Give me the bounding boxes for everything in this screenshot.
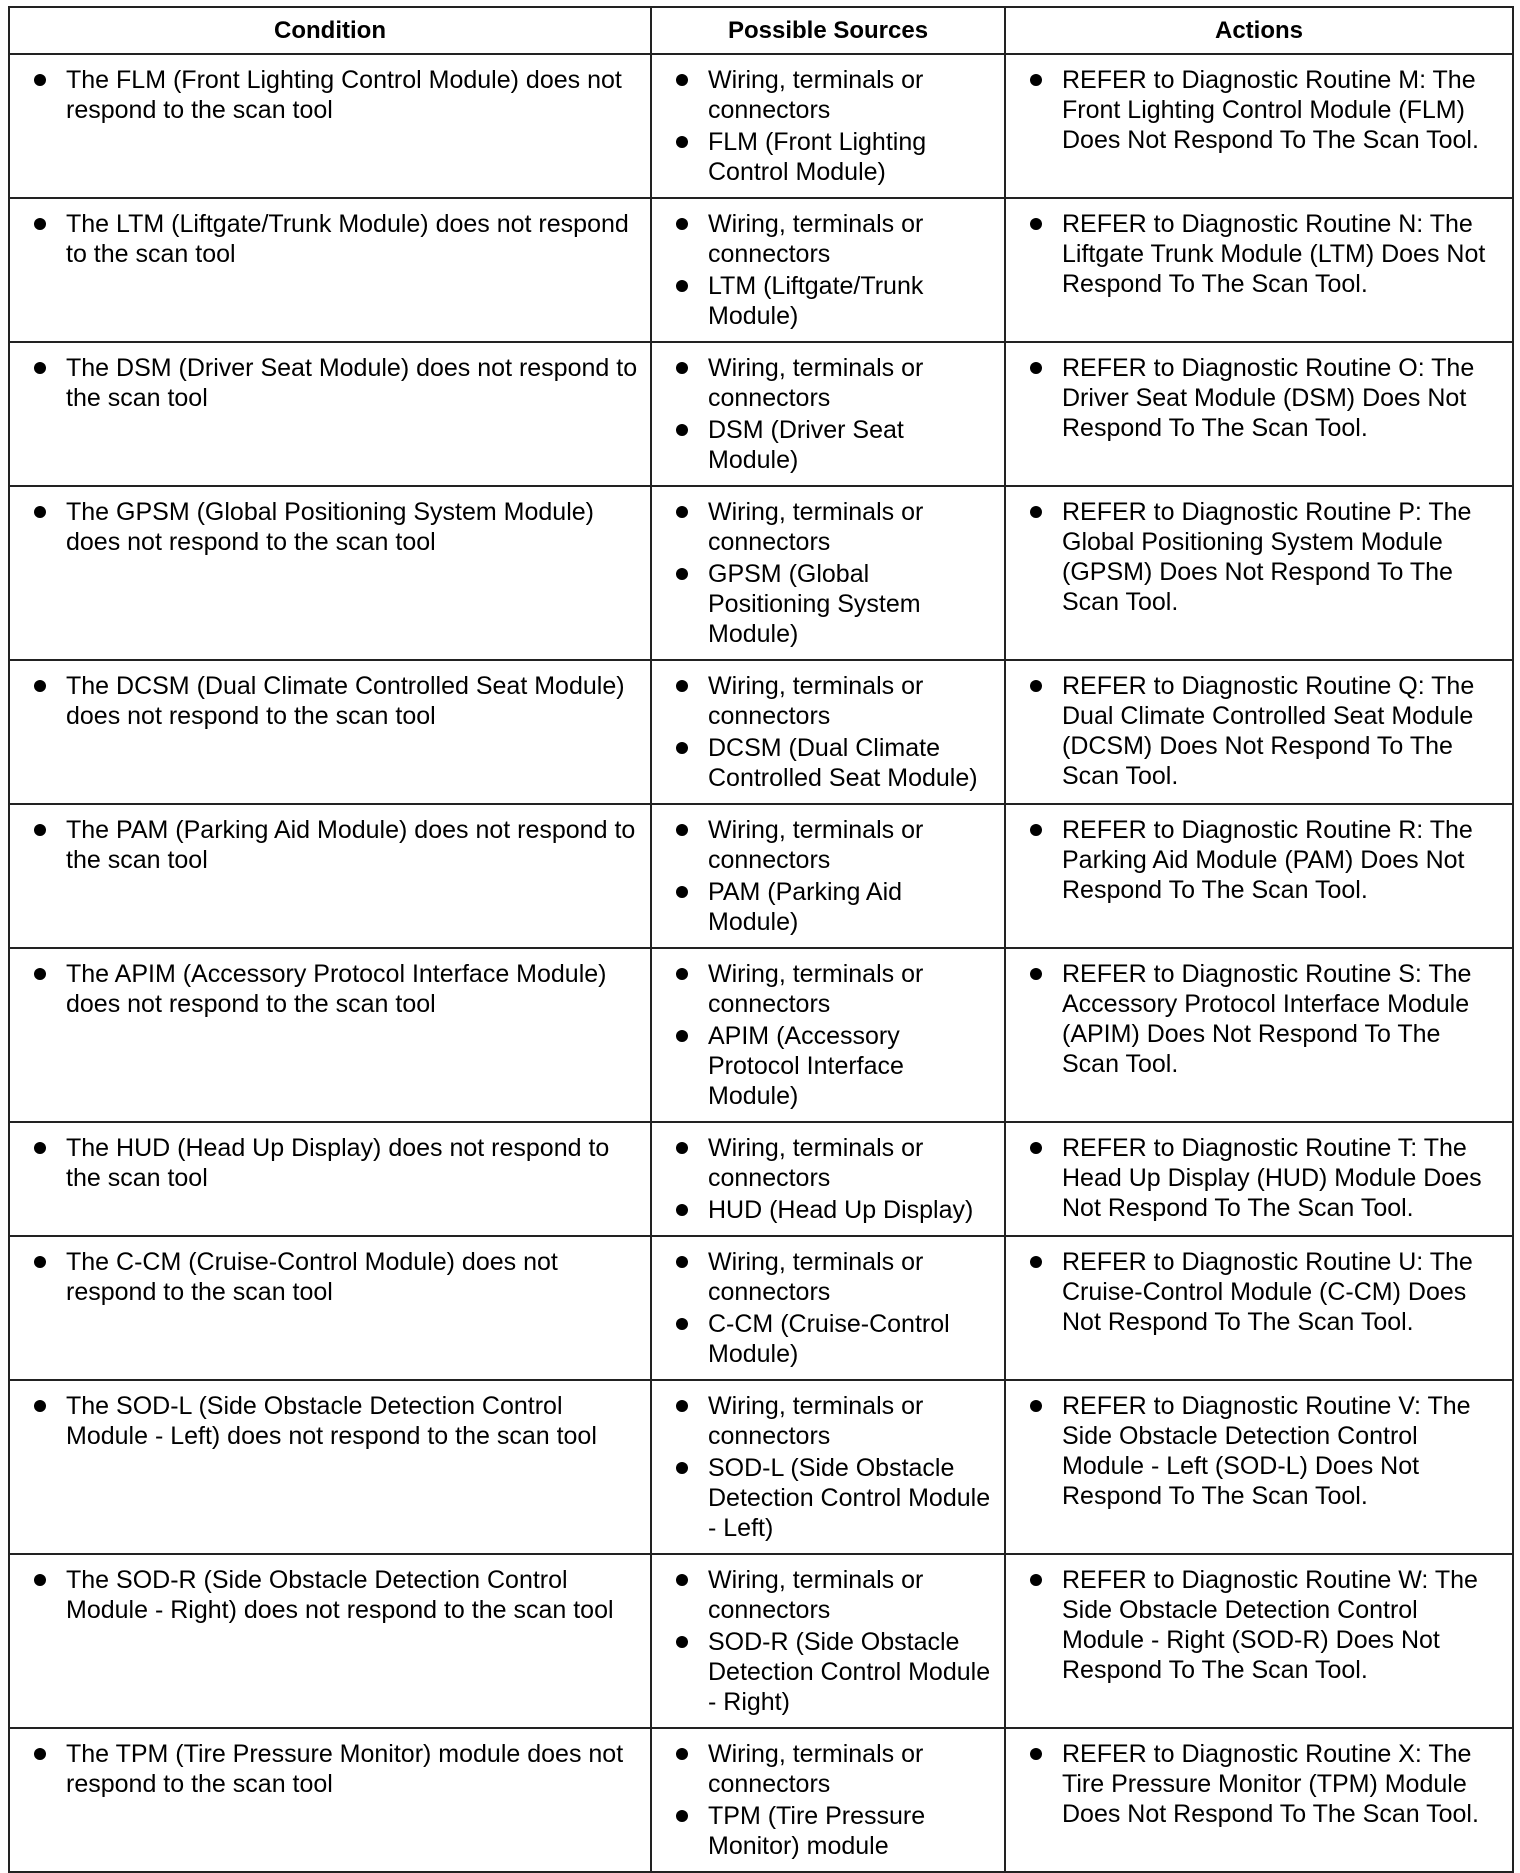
source-item-text: DSM (Driver Seat Module): [708, 416, 904, 474]
condition-item: [32, 1247, 638, 1307]
source-item: [674, 815, 992, 875]
bullet-icon: [674, 559, 708, 589]
source-item: [674, 1247, 992, 1307]
action-cell: [1005, 1236, 1513, 1380]
action-cell: [1005, 342, 1513, 486]
source-item: [674, 1627, 992, 1717]
action-item-text: REFER to Diagnostic Routine R: The Parking Aid Module (PAM) Does Not Respond To The Scan Tool.: [1062, 816, 1473, 904]
source-item-text: LTM (Liftgate/Trunk Module): [708, 272, 924, 330]
possible-sources-cell: [651, 342, 1005, 486]
table-row: [9, 198, 1513, 342]
bullet-icon: [674, 497, 708, 527]
header-possible-sources: Possible Sources: [651, 7, 1005, 54]
source-item-text: Wiring, terminals or connectors: [708, 210, 924, 268]
diagnostic-table: [8, 6, 1514, 1873]
action-item-text: REFER to Diagnostic Routine P: The Global Positioning System Module (GPSM) Does Not Respond To The Scan Tool.: [1062, 498, 1472, 616]
source-item-text: Wiring, terminals or connectors: [708, 672, 924, 730]
condition-item-text: The C-CM (Cruise-Control Module) does not respond to the scan tool: [66, 1248, 558, 1306]
action-cell: [1005, 660, 1513, 804]
action-item-text: REFER to Diagnostic Routine T: The Head Up Display (HUD) Module Does Not Respond To The Scan Tool.: [1062, 1134, 1482, 1222]
source-item: [674, 415, 992, 475]
action-item-text: REFER to Diagnostic Routine U: The Cruise-Control Module (C-CM) Does Not Respond To The Scan Tool.: [1062, 1248, 1473, 1336]
condition-item-text: The APIM (Accessory Protocol Interface Module) does not respond to the scan tool: [66, 960, 607, 1018]
condition-item: [32, 353, 638, 413]
action-cell: [1005, 1554, 1513, 1728]
table-row: [9, 804, 1513, 948]
condition-cell: [9, 342, 651, 486]
source-item: [674, 1309, 992, 1369]
condition-item-text: The PAM (Parking Aid Module) does not respond to the scan tool: [66, 816, 636, 874]
bullet-icon: [674, 415, 708, 445]
action-item: [1028, 209, 1500, 299]
table-row: [9, 342, 1513, 486]
bullet-icon: [674, 209, 708, 239]
table-row: [9, 1122, 1513, 1236]
header-condition: Condition: [9, 7, 651, 54]
possible-sources-cell: [651, 660, 1005, 804]
source-item-text: TPM (Tire Pressure Monitor) module: [708, 1802, 926, 1860]
bullet-icon: [674, 65, 708, 95]
bullet-icon: [674, 1309, 708, 1339]
bullet-icon: [674, 1565, 708, 1595]
condition-item-text: The TPM (Tire Pressure Monitor) module does not respond to the scan tool: [66, 1740, 624, 1798]
action-item: [1028, 497, 1500, 617]
action-cell: [1005, 804, 1513, 948]
bullet-icon: [1028, 1391, 1062, 1421]
bullet-icon: [674, 1391, 708, 1421]
bullet-icon: [674, 1739, 708, 1769]
action-cell: [1005, 1380, 1513, 1554]
bullet-icon: [32, 959, 66, 989]
condition-item-text: The LTM (Liftgate/Trunk Module) does not respond to the scan tool: [66, 210, 629, 268]
source-item-text: Wiring, terminals or connectors: [708, 498, 924, 556]
action-cell: [1005, 486, 1513, 660]
source-item: [674, 1195, 992, 1225]
bullet-icon: [674, 127, 708, 157]
source-item-text: Wiring, terminals or connectors: [708, 354, 924, 412]
action-item: [1028, 1133, 1500, 1223]
condition-item: [32, 1739, 638, 1799]
condition-cell: [9, 804, 651, 948]
condition-item-text: The DCSM (Dual Climate Controlled Seat Module) does not respond to the scan tool: [66, 672, 625, 730]
condition-item: [32, 1391, 638, 1451]
bullet-icon: [674, 1021, 708, 1051]
source-item-text: FLM (Front Lighting Control Module): [708, 128, 927, 186]
action-item: [1028, 815, 1500, 905]
action-cell: [1005, 54, 1513, 198]
possible-sources-cell: [651, 1122, 1005, 1236]
action-item-text: REFER to Diagnostic Routine Q: The Dual Climate Controlled Seat Module (DCSM) Does Not Respond To The Scan Tool.: [1062, 672, 1475, 790]
bullet-icon: [1028, 497, 1062, 527]
source-item-text: DCSM (Dual Climate Controlled Seat Module): [708, 734, 978, 792]
bullet-icon: [1028, 959, 1062, 989]
source-item: [674, 559, 992, 649]
source-item-text: Wiring, terminals or connectors: [708, 1248, 924, 1306]
bullet-icon: [32, 353, 66, 383]
source-item: [674, 1453, 992, 1543]
action-item: [1028, 959, 1500, 1079]
source-item: [674, 271, 992, 331]
condition-item: [32, 209, 638, 269]
bullet-icon: [674, 671, 708, 701]
source-item: [674, 1801, 992, 1861]
possible-sources-cell: [651, 1554, 1005, 1728]
source-item-text: Wiring, terminals or connectors: [708, 816, 924, 874]
source-item: [674, 65, 992, 125]
source-item: [674, 497, 992, 557]
source-item: [674, 1133, 992, 1193]
bullet-icon: [32, 497, 66, 527]
condition-cell: [9, 1236, 651, 1380]
condition-item-text: The DSM (Driver Seat Module) does not respond to the scan tool: [66, 354, 638, 412]
source-item-text: Wiring, terminals or connectors: [708, 66, 924, 124]
condition-item: [32, 959, 638, 1019]
action-item-text: REFER to Diagnostic Routine M: The Front Lighting Control Module (FLM) Does Not Respond To The Scan Tool.: [1062, 66, 1479, 154]
source-item: [674, 1391, 992, 1451]
bullet-icon: [32, 815, 66, 845]
source-item: [674, 733, 992, 793]
action-item: [1028, 671, 1500, 791]
header-actions: Actions: [1005, 7, 1513, 54]
bullet-icon: [674, 1453, 708, 1483]
table-row: [9, 1728, 1513, 1872]
bullet-icon: [32, 1565, 66, 1595]
action-item: [1028, 1391, 1500, 1511]
source-item: [674, 877, 992, 937]
source-item-text: SOD-R (Side Obstacle Detection Control Module - Right): [708, 1628, 991, 1716]
bullet-icon: [1028, 671, 1062, 701]
source-item-text: Wiring, terminals or connectors: [708, 1134, 924, 1192]
condition-item: [32, 497, 638, 557]
condition-item: [32, 1565, 638, 1625]
action-item-text: REFER to Diagnostic Routine O: The Driver Seat Module (DSM) Does Not Respond To The Scan Tool.: [1062, 354, 1475, 442]
source-item: [674, 1021, 992, 1111]
condition-cell: [9, 54, 651, 198]
condition-cell: [9, 1122, 651, 1236]
source-item: [674, 353, 992, 413]
bullet-icon: [674, 1801, 708, 1831]
action-item-text: REFER to Diagnostic Routine W: The Side Obstacle Detection Control Module - Right (SOD-R) Does Not Respond To The Scan Tool.: [1062, 1566, 1478, 1684]
source-item-text: APIM (Accessory Protocol Interface Module): [708, 1022, 904, 1110]
bullet-icon: [674, 1133, 708, 1163]
source-item: [674, 671, 992, 731]
source-item-text: Wiring, terminals or connectors: [708, 1740, 924, 1798]
table-row: [9, 660, 1513, 804]
bullet-icon: [674, 959, 708, 989]
table-row: [9, 54, 1513, 198]
source-item: [674, 1565, 992, 1625]
condition-item-text: The HUD (Head Up Display) does not respond to the scan tool: [66, 1134, 610, 1192]
condition-item-text: The SOD-R (Side Obstacle Detection Control Module - Right) does not respond to the scan tool: [66, 1566, 614, 1624]
source-item-text: SOD-L (Side Obstacle Detection Control Module - Left): [708, 1454, 991, 1542]
bullet-icon: [674, 877, 708, 907]
bullet-icon: [674, 1627, 708, 1657]
action-item-text: REFER to Diagnostic Routine N: The Liftgate Trunk Module (LTM) Does Not Respond To The Scan Tool.: [1062, 210, 1486, 298]
bullet-icon: [1028, 353, 1062, 383]
bullet-icon: [1028, 209, 1062, 239]
table-row: [9, 486, 1513, 660]
bullet-icon: [1028, 1133, 1062, 1163]
bullet-icon: [32, 1133, 66, 1163]
source-item: [674, 127, 992, 187]
bullet-icon: [32, 671, 66, 701]
bullet-icon: [1028, 815, 1062, 845]
condition-cell: [9, 948, 651, 1122]
possible-sources-cell: [651, 486, 1005, 660]
condition-cell: [9, 660, 651, 804]
action-item: [1028, 1739, 1500, 1829]
possible-sources-cell: [651, 1236, 1005, 1380]
bullet-icon: [32, 209, 66, 239]
table-row: [9, 1380, 1513, 1554]
source-item-text: PAM (Parking Aid Module): [708, 878, 903, 936]
bullet-icon: [1028, 1565, 1062, 1595]
action-item-text: REFER to Diagnostic Routine X: The Tire Pressure Monitor (TPM) Module Does Not Respond To The Scan Tool.: [1062, 1740, 1479, 1828]
possible-sources-cell: [651, 1380, 1005, 1554]
bullet-icon: [32, 1247, 66, 1277]
table-row: [9, 1236, 1513, 1380]
action-item: [1028, 353, 1500, 443]
action-item: [1028, 1565, 1500, 1685]
table-body: [9, 54, 1513, 1872]
table-header-row: [9, 7, 1513, 54]
condition-item: [32, 1133, 638, 1193]
possible-sources-cell: [651, 54, 1005, 198]
condition-item: [32, 65, 638, 125]
action-item: [1028, 1247, 1500, 1337]
bullet-icon: [674, 1247, 708, 1277]
action-cell: [1005, 1122, 1513, 1236]
bullet-icon: [32, 65, 66, 95]
action-item-text: REFER to Diagnostic Routine V: The Side Obstacle Detection Control Module - Left (SOD-L) Does Not Respond To The Scan Tool.: [1062, 1392, 1471, 1510]
bullet-icon: [1028, 65, 1062, 95]
bullet-icon: [1028, 1247, 1062, 1277]
possible-sources-cell: [651, 1728, 1005, 1872]
action-cell: [1005, 198, 1513, 342]
condition-cell: [9, 486, 651, 660]
bullet-icon: [674, 353, 708, 383]
condition-item: [32, 815, 638, 875]
source-item: [674, 1739, 992, 1799]
bullet-icon: [32, 1391, 66, 1421]
bullet-icon: [674, 733, 708, 763]
source-item-text: HUD (Head Up Display): [708, 1196, 974, 1224]
action-item: [1028, 65, 1500, 155]
action-cell: [1005, 1728, 1513, 1872]
condition-cell: [9, 198, 651, 342]
source-item-text: Wiring, terminals or connectors: [708, 1566, 924, 1624]
condition-item-text: The GPSM (Global Positioning System Module) does not respond to the scan tool: [66, 498, 594, 556]
source-item: [674, 209, 992, 269]
condition-cell: [9, 1554, 651, 1728]
bullet-icon: [674, 271, 708, 301]
possible-sources-cell: [651, 198, 1005, 342]
possible-sources-cell: [651, 804, 1005, 948]
possible-sources-cell: [651, 948, 1005, 1122]
condition-item: [32, 671, 638, 731]
source-item-text: Wiring, terminals or connectors: [708, 1392, 924, 1450]
table-row: [9, 948, 1513, 1122]
source-item: [674, 959, 992, 1019]
bullet-icon: [32, 1739, 66, 1769]
condition-item-text: The FLM (Front Lighting Control Module) does not respond to the scan tool: [66, 66, 622, 124]
condition-cell: [9, 1380, 651, 1554]
table-row: [9, 1554, 1513, 1728]
action-item-text: REFER to Diagnostic Routine S: The Accessory Protocol Interface Module (APIM) Does Not Respond To The Scan Tool.: [1062, 960, 1472, 1078]
bullet-icon: [674, 1195, 708, 1225]
source-item-text: GPSM (Global Positioning System Module): [708, 560, 921, 648]
action-cell: [1005, 948, 1513, 1122]
bullet-icon: [674, 815, 708, 845]
condition-item-text: The SOD-L (Side Obstacle Detection Control Module - Left) does not respond to the scan tool: [66, 1392, 597, 1450]
condition-cell: [9, 1728, 651, 1872]
bullet-icon: [1028, 1739, 1062, 1769]
source-item-text: Wiring, terminals or connectors: [708, 960, 924, 1018]
source-item-text: C-CM (Cruise-Control Module): [708, 1310, 950, 1368]
